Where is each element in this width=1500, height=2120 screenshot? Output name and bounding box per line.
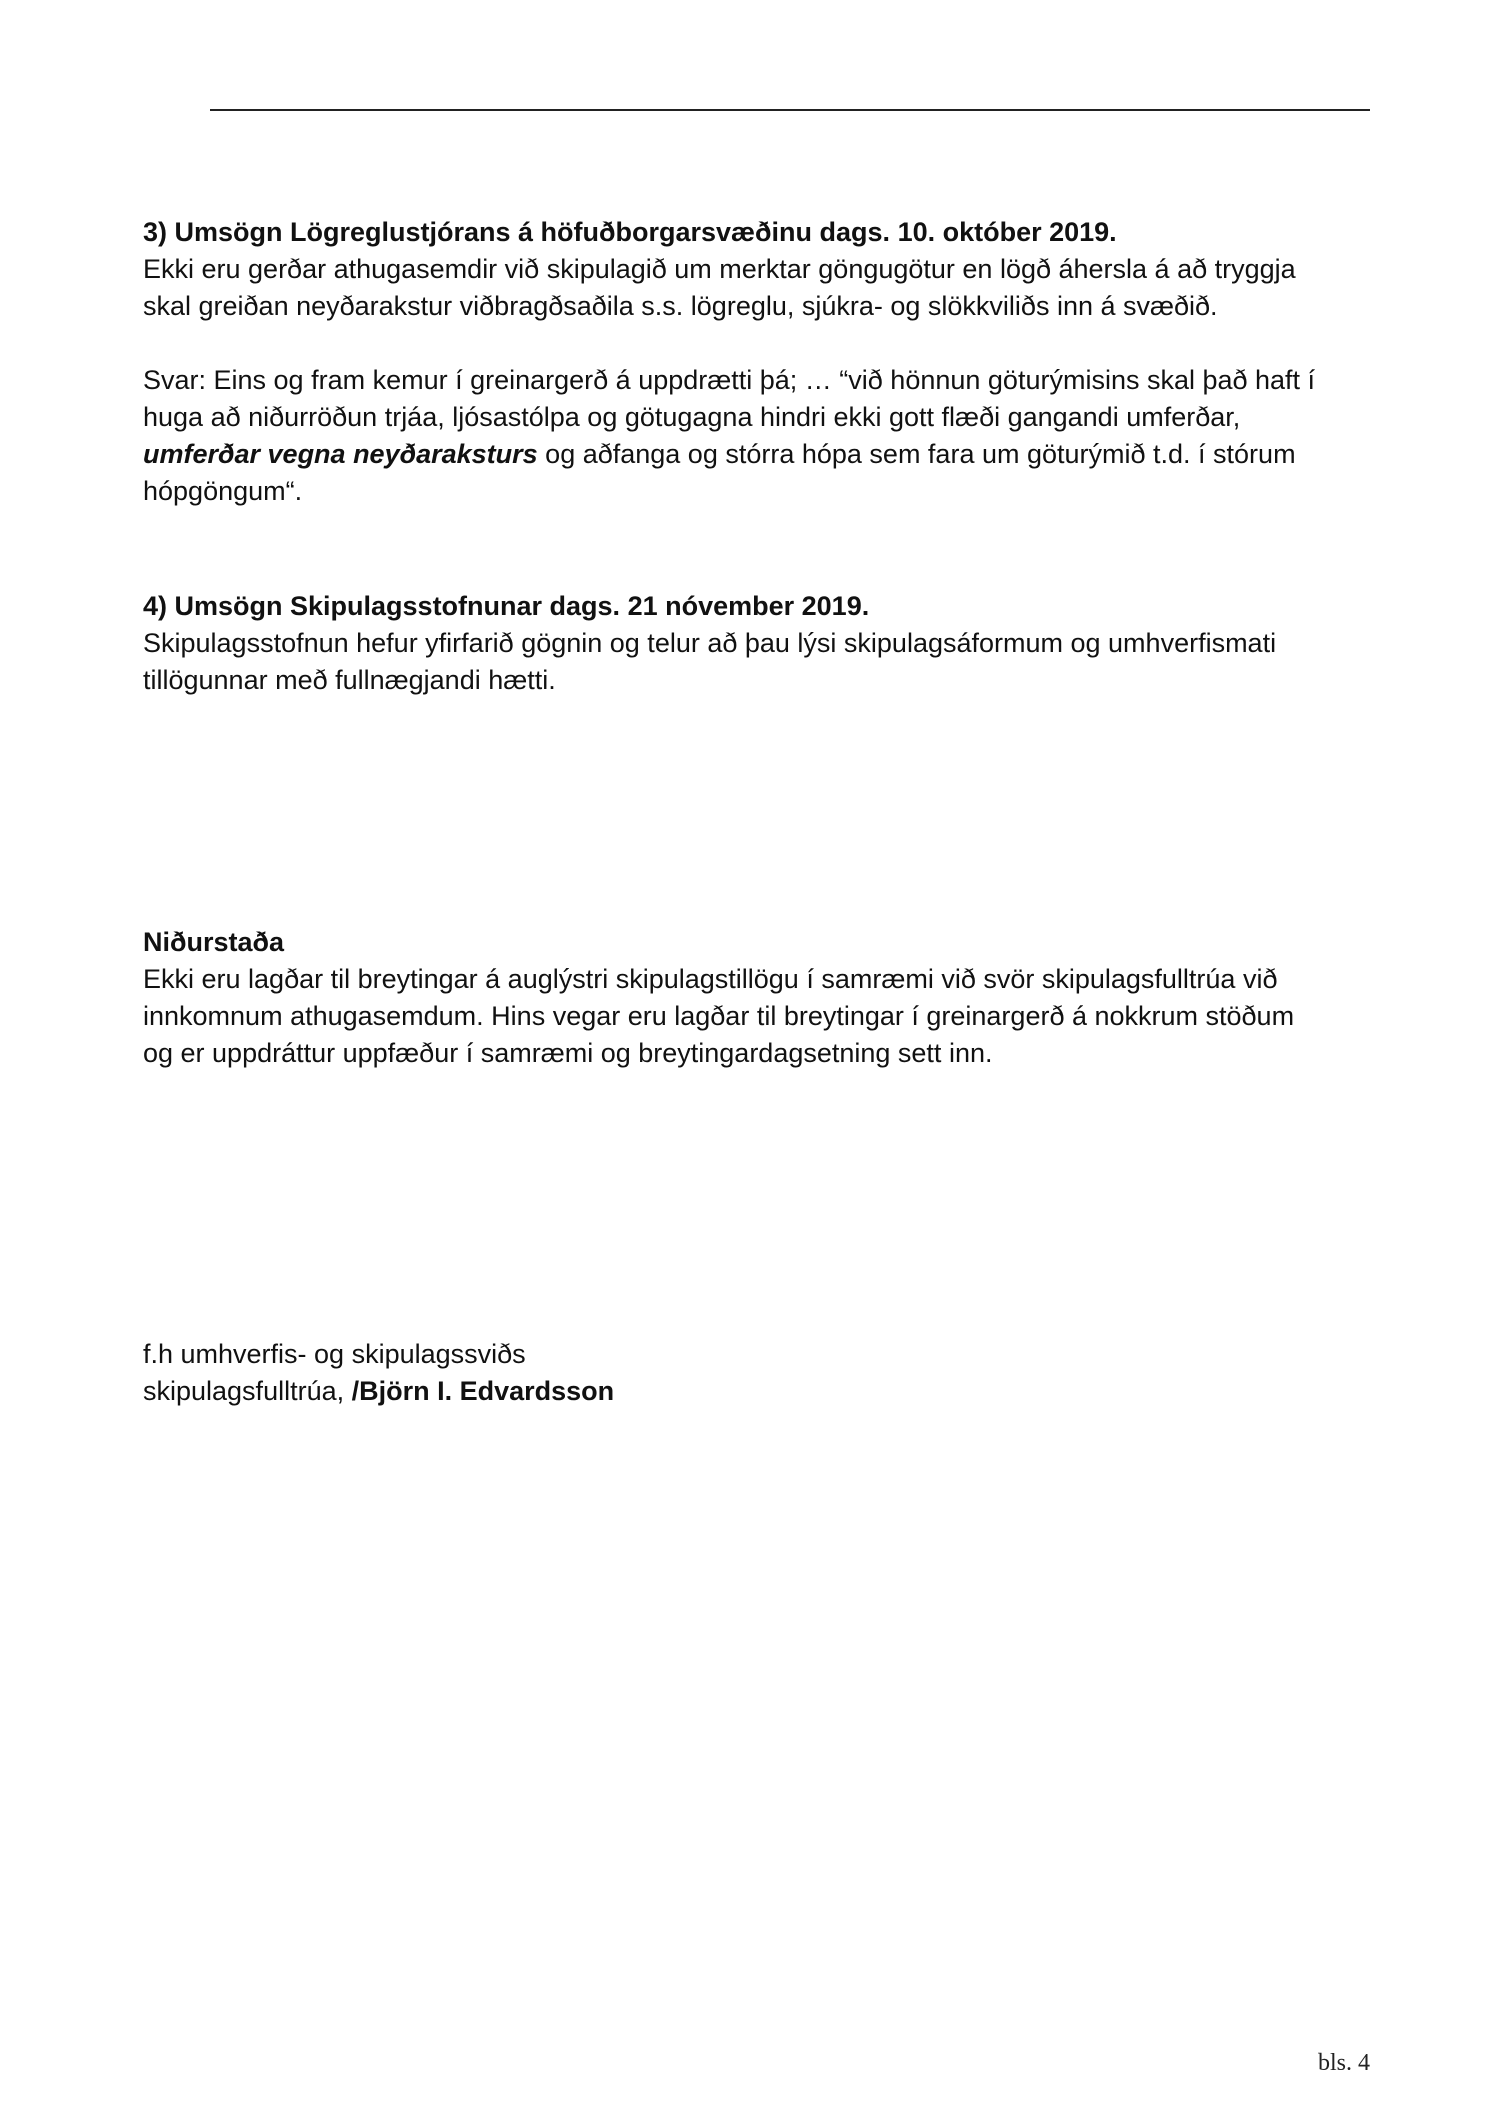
conclusion-body-line-3: og er uppdráttur uppfæður í samræmi og breytingardagsetning sett inn. (143, 1038, 993, 1068)
section-3-body-line-1: Ekki eru gerðar athugasemdir við skipulagið um merktar göngugötur en lögð áhersla á að tryggja (143, 254, 1296, 284)
section-4-body-line-1: Skipulagsstofnun hefur yfirfarið gögnin og telur að þau lýsi skipulagsáformum og umhverfismati (143, 628, 1277, 658)
signature-role: skipulagsfulltrúa, (143, 1376, 352, 1406)
section-3-body-line-2: skal greiðan neyðarakstur viðbragðsaðila s.s. lögreglu, sjúkra- og slökkviliðs inn á svæðið. (143, 291, 1218, 321)
section-3-answer-line-4: hópgöngum“. (143, 476, 303, 506)
section-3 (143, 214, 1373, 325)
signature-block (143, 1336, 1373, 1410)
header-rule (210, 109, 1370, 111)
signature-line-2 (143, 1373, 1373, 1410)
conclusion-section (143, 924, 1373, 1072)
conclusion-body-line-1: Ekki eru lagðar til breytingar á auglýstri skipulagstillögu í samræmi við svör skipulagsfulltrúa við (143, 964, 1278, 994)
section-3-answer-line-3 (143, 436, 1373, 473)
conclusion-heading: Niðurstaða (143, 927, 285, 957)
section-3-heading: 3) Umsögn Lögreglustjórans á höfuðborgarsvæðinu dags. 10. október 2019. (143, 217, 1117, 247)
signature-line-1: f.h umhverfis- og skipulagssviðs (143, 1339, 526, 1369)
section-4-body-line-2: tillögunnar með fullnægjandi hætti. (143, 665, 556, 695)
page-number: bls. 4 (1317, 2050, 1370, 2076)
section-3-answer (143, 362, 1373, 510)
section-4-heading: 4) Umsögn Skipulagsstofnunar dags. 21 nóvember 2019. (143, 591, 870, 621)
section-3-answer-line-3-rest: og aðfanga og stórra hópa sem fara um göturýmið t.d. í stórum (537, 439, 1296, 469)
section-3-answer-emphasis: umferðar vegna neyðaraksturs (143, 439, 538, 469)
signature-name: /Björn I. Edvardsson (351, 1376, 615, 1406)
section-3-answer-line-1: Svar: Eins og fram kemur í greinargerð á uppdrætti þá; … “við hönnun göturýmisins skal það haft í (143, 365, 1316, 395)
conclusion-body-line-2: innkomnum athugasemdum. Hins vegar eru lagðar til breytingar í greinargerð á nokkrum stöðum (143, 1001, 1295, 1031)
section-4 (143, 588, 1373, 699)
section-3-answer-line-2: huga að niðurröðun trjáa, ljósastólpa og götugagna hindri ekki gott flæði gangandi umferðar, (143, 402, 1241, 432)
